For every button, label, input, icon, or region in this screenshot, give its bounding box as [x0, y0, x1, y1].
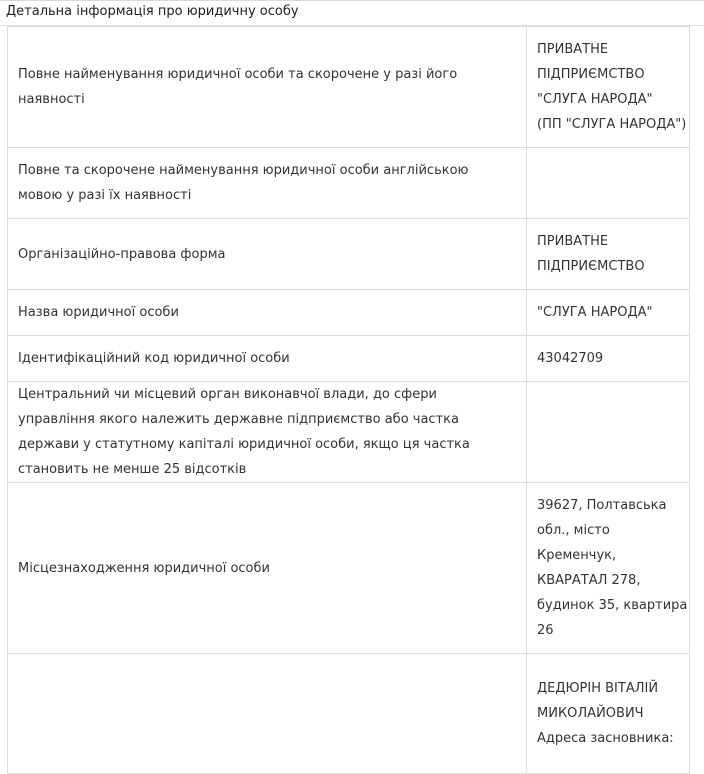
value-line: КВАРАТАЛ 278, [537, 573, 641, 588]
table-row [8, 382, 690, 483]
row-label-legal-form: Організаційно-правова форма [8, 219, 527, 290]
section-title: Детальна інформація про юридичну особу [6, 4, 299, 19]
legal-entity-details-table [7, 26, 690, 774]
table-row [8, 336, 690, 382]
row-label-id-code: Ідентифікаційний код юридичної особи [8, 336, 527, 382]
value-line: ПРИВАТНЕ [537, 234, 609, 249]
row-label-english-name: Повне та скорочене найменування юридичної особи англійською мовою у разі їх наявності [8, 148, 527, 219]
value-line: (ПП "СЛУГА НАРОДА") [537, 117, 687, 132]
value-line: будинок 35, квартира [537, 598, 688, 613]
value-line: 43042709 [537, 351, 604, 366]
table-row [8, 27, 690, 148]
top-divider [0, 0, 704, 1]
value-line: ПІДПРИЄМСТВО [537, 67, 645, 82]
value-line: "СЛУГА НАРОДА" [537, 305, 653, 320]
value-line: МИКОЛАЙОВИЧ [537, 706, 644, 721]
row-value-legal-form [527, 219, 690, 290]
row-value-id-code [527, 336, 690, 382]
row-value-english-name [527, 148, 690, 219]
table-row [8, 219, 690, 290]
row-label-founders [8, 654, 527, 774]
table-row [8, 290, 690, 336]
value-line: обл., місто [537, 523, 610, 538]
value-line: Кременчук, [537, 548, 617, 563]
row-label-entity-name: Назва юридичної особи [8, 290, 527, 336]
value-line: "СЛУГА НАРОДА" [537, 92, 653, 107]
value-line: ПРИВАТНЕ [537, 42, 609, 57]
table-row [8, 483, 690, 654]
value-line: Адреса засновника: [537, 731, 674, 746]
row-value-authority [527, 382, 690, 483]
row-label-location: Місцезнаходження юридичної особи [8, 483, 527, 654]
row-value-entity-name [527, 290, 690, 336]
value-line: ДЕДЮРІН ВІТАЛІЙ [537, 681, 659, 696]
row-value-location [527, 483, 690, 654]
value-line: 39627, Полтавська [537, 498, 667, 513]
table-row [8, 148, 690, 219]
value-line: 26 [537, 623, 554, 638]
table-row [8, 654, 690, 774]
row-label-authority: Центральний чи місцевий орган виконавчої влади, до сфери управління якого належить державне підприємство або частка держави у статутному капіталі юридичної особи, якщо ця частка становить не менше 25 відсотків [8, 382, 527, 483]
row-value-founders [527, 654, 690, 774]
value-line: ПІДПРИЄМСТВО [537, 259, 645, 274]
row-value-full-name [527, 27, 690, 148]
row-label-full-name: Повне найменування юридичної особи та скорочене у разі його наявності [8, 27, 527, 148]
